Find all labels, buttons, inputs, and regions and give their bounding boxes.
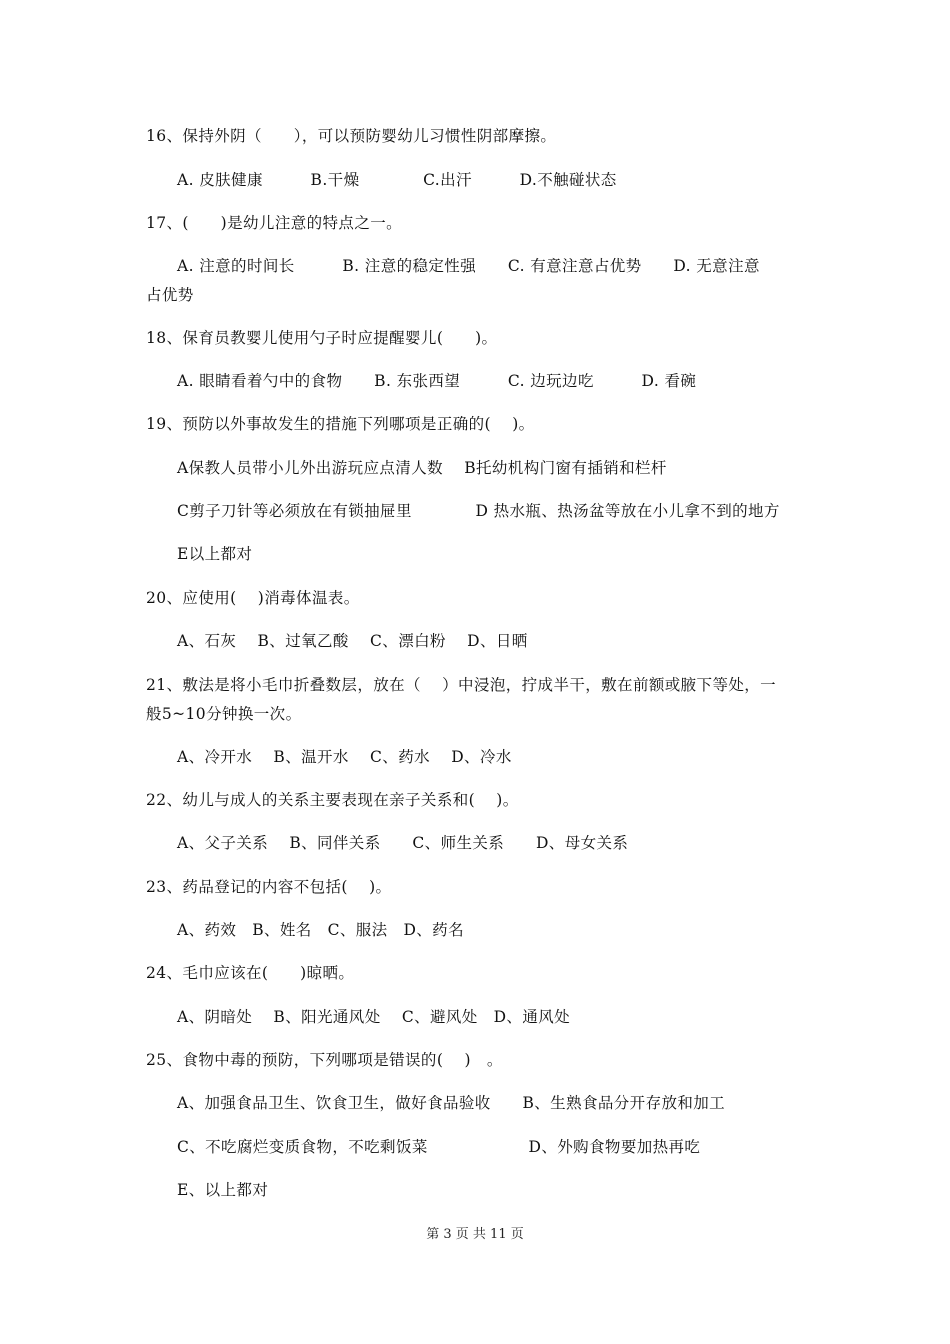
- question-24-stem: 24、毛巾应该在( )晾晒。: [146, 964, 355, 982]
- question-20-options: A、石灰 B、过氧乙酸 C、漂白粉 D、日晒: [177, 632, 528, 650]
- question-19-stem: 19、预防以外事故发生的措施下列哪项是正确的( )。: [146, 415, 535, 433]
- question-25-option-e: E、以上都对: [177, 1181, 269, 1199]
- page-number-footer: 第 3 页 共 11 页: [426, 1227, 524, 1242]
- question-21-options: A、冷开水 B、温开水 C、药水 D、冷水: [177, 748, 512, 766]
- question-25-option-cd: C、不吃腐烂变质食物，不吃剩饭菜 D、外购食物要加热再吃: [177, 1138, 701, 1156]
- question-17-stem: 17、( )是幼儿注意的特点之一。: [146, 214, 403, 232]
- question-21-stem-cont: 般5~10分钟换一次。: [146, 705, 302, 723]
- question-25-stem: 25、食物中毒的预防，下列哪项是错误的( ) 。: [146, 1051, 503, 1069]
- question-19-option-ab: A保教人员带小儿外出游玩应点清人数 B托幼机构门窗有插销和栏杆: [177, 459, 667, 477]
- question-23-options: A、药效 B、姓名 C、服法 D、药名: [177, 921, 464, 939]
- question-20-stem: 20、应使用( )消毒体温表。: [146, 589, 360, 607]
- question-22-stem: 22、幼儿与成人的关系主要表现在亲子关系和( )。: [146, 791, 519, 809]
- question-21-stem: 21、敷法是将小毛巾折叠数层，放在（ ）中浸泡，拧成半干，敷在前额或腋下等处，一: [146, 676, 777, 694]
- question-19-option-e: E以上都对: [177, 545, 253, 563]
- question-17-options-cont: 占优势: [146, 286, 194, 304]
- question-18-options: A. 眼睛看着勺中的食物 B. 东张西望 C. 边玩边吃 D. 看碗: [177, 372, 697, 390]
- question-16-options: A. 皮肤健康 B.干燥 C.出汗 D.不触碰状态: [177, 171, 617, 189]
- question-17-options: A. 注意的时间长 B. 注意的稳定性强 C. 有意注意占优势 D. 无意注意: [177, 257, 760, 275]
- question-25-option-ab: A、加强食品卫生、饮食卫生，做好食品验收 B、生熟食品分开存放和加工: [177, 1094, 726, 1112]
- question-24-options: A、阴暗处 B、阳光通风处 C、避风处 D、通风处: [177, 1008, 571, 1026]
- question-19-option-cd: C剪子刀针等必须放在有锁抽屉里 D 热水瓶、热汤盆等放在小儿拿不到的地方: [177, 502, 780, 520]
- question-23-stem: 23、药品登记的内容不包括( )。: [146, 878, 392, 896]
- question-22-options: A、父子关系 B、同伴关系 C、师生关系 D、母女关系: [177, 834, 629, 852]
- question-18-stem: 18、保育员教婴儿使用勺子时应提醒婴儿( )。: [146, 329, 498, 347]
- question-16-stem: 16、保持外阴（ ），可以预防婴幼儿习惯性阴部摩擦。: [146, 127, 557, 145]
